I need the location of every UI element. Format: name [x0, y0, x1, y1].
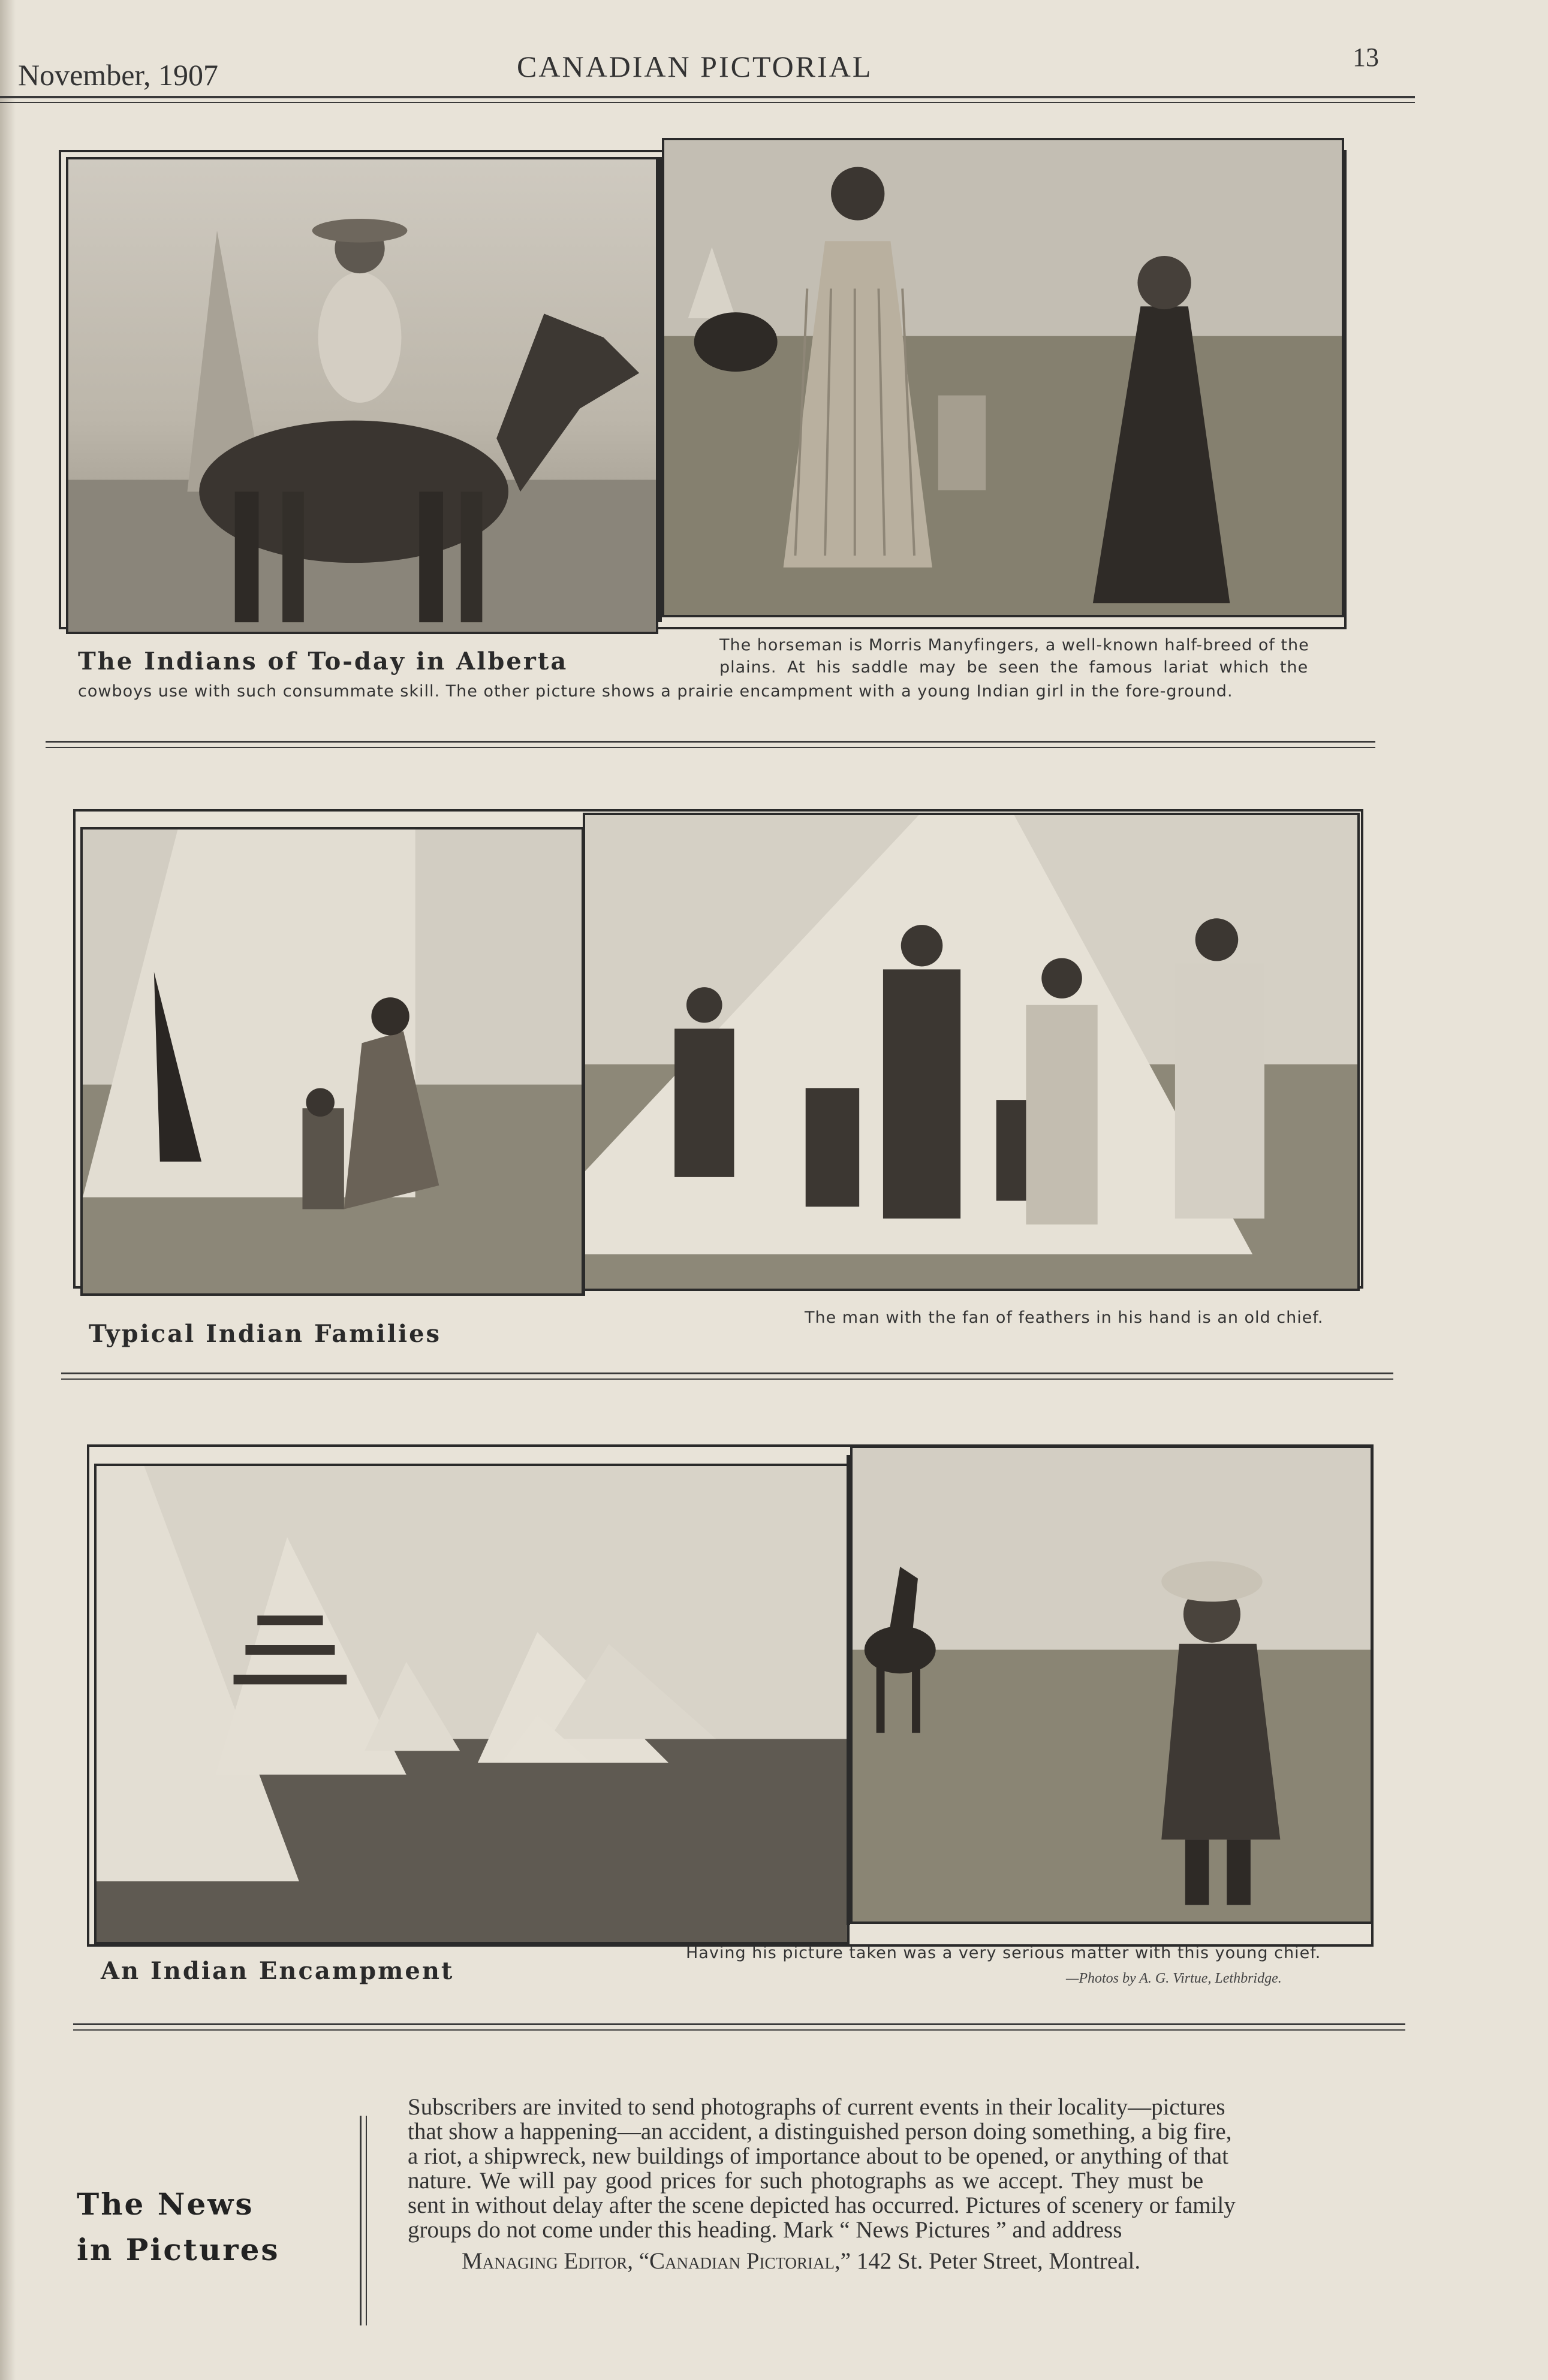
section1-caption-line3: cowboys use with such consummate skill. The other picture shows a prairie encampment with a young Indian girl in the fore-ground. [78, 682, 1233, 701]
news-body-line5: sent in without delay after the scene depicted has occurred. Pictures of scenery or family [408, 2192, 1236, 2218]
section1-caption-line1: The horseman is Morris Manyfingers, a well-known half-breed of the [719, 636, 1309, 654]
header-rule-thin [0, 102, 1415, 103]
section2-title: Typical Indian Families [89, 1320, 442, 1348]
family-tent-photo [80, 827, 585, 1296]
horseman-photo [66, 157, 658, 634]
section3-rule-thin [73, 2029, 1405, 2031]
news-body-line2: that show a happening—an accident, a distinguished person doing something, a big fire, [408, 2119, 1232, 2144]
news-title-line1: The News [77, 2186, 254, 2222]
section1-caption-line2: plains. At his saddle may be seen the famous lariat which the [719, 658, 1309, 677]
news-address [462, 2249, 1140, 2273]
news-address-street: 142 St. Peter Street, Montreal. [856, 2248, 1141, 2274]
news-body-line4: nature. We will pay good prices for such photographs as we accept. They must be [408, 2168, 1204, 2194]
news-body-line1: Subscribers are invited to send photographs of current events in their locality—pictures [408, 2094, 1225, 2120]
news-column-rule [360, 2116, 362, 2325]
section1-rule-thin [46, 747, 1375, 748]
issue-date: November, 1907 [18, 58, 219, 92]
encampment-girl-photo [662, 138, 1344, 617]
section2-rule [61, 1373, 1393, 1374]
photo-credit: —Photos by A. G. Virtue, Lethbridge. [1066, 1971, 1282, 1986]
page-number: 13 [1353, 43, 1379, 72]
section3-caption: Having his picture taken was a very serious matter with this young chief. [686, 1944, 1321, 1962]
publication-title: CANADIAN PICTORIAL [517, 50, 873, 83]
family-group-photo [583, 813, 1360, 1291]
section3-title: An Indian Encampment [101, 1957, 454, 1985]
news-address-name: Managing Editor, “Canadian Pictorial,” [462, 2248, 851, 2274]
section2-caption: The man with the fan of feathers in his hand is an old chief. [805, 1308, 1324, 1327]
section1-rule [46, 741, 1375, 743]
section1-title: The Indians of To-day in Alberta [78, 647, 568, 675]
section2-rule-thin [61, 1378, 1393, 1380]
young-chief-photo [850, 1446, 1373, 1924]
news-body-line3: a riot, a shipwreck, new buildings of importance about to be opened, or anything of that [408, 2143, 1228, 2169]
news-column-rule-thin [366, 2116, 367, 2325]
news-body-line6: groups do not come under this heading. Mark “ News Pictures ” and address [408, 2217, 1122, 2243]
binding-shadow [0, 0, 16, 2380]
section3-rule [73, 2023, 1405, 2025]
news-title-line2: in Pictures [77, 2232, 280, 2267]
header-rule [0, 96, 1415, 98]
encampment-tipis-photo [94, 1464, 850, 1944]
